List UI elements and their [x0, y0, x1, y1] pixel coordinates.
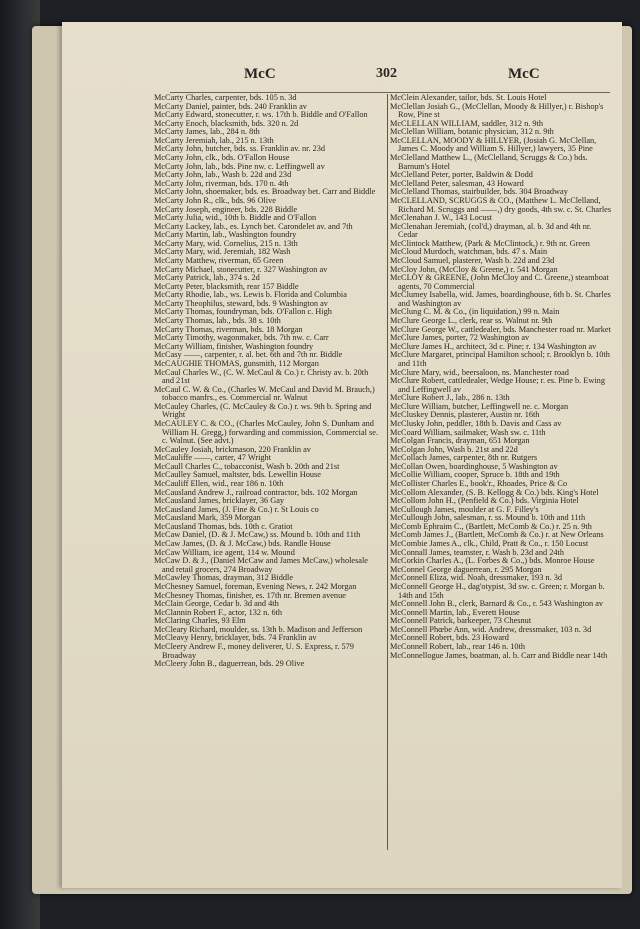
directory-entry: McCarty Timothy, wagonmaker, bds. 7th nw. c. Carr [154, 333, 329, 343]
directory-entry: McCarty John, shoemaker, bds. es. Broadway bet. Carr and Biddle [154, 187, 376, 197]
directory-entry: McConnell Patrick, barkeeper, 73 Chesnut [390, 616, 532, 626]
directory-entry: McClure Robert J., lab., 286 n. 13th [390, 393, 510, 403]
directory-entry: McCausland James, (J. Fine & Co.) r. St Louis co [154, 504, 319, 514]
directory-entry: McCluskey Dennis, plasterer, Austin nr. 16th [390, 410, 540, 420]
directory-entry: McCauley Josiah, brickmason, 220 Franklin av [154, 444, 311, 454]
directory-entry: McCarty Matthew, riverman, 65 Green [154, 255, 284, 265]
directory-entry: McComb Ephraim C., (Bartlett, McComb & Co.) r. 25 n. 9th [390, 521, 592, 531]
directory-entry: McCarty Jeremiah, lab., 215 n. 13th [154, 135, 274, 145]
directory-entry: McCausland Andrew J., railroad contractor, bds. 102 Morgan [154, 487, 358, 497]
directory-entry: McCleary Richard, moulder, ss. 13th b. Madison and Jefferson [154, 624, 363, 634]
directory-entry: McConnell George H., dag'otypist, 3d sw. c. Green; r. Morgan b. 14th and 15th [390, 581, 605, 600]
directory-entry: McClure James, porter, 72 Washington av [390, 333, 530, 343]
directory-entry: McColgan Francis, drayman, 651 Morgan [390, 436, 530, 446]
directory-entry: McChesney Samuel, foreman, Evening News, r. 242 Morgan [154, 581, 357, 591]
directory-entry: McClure George L., clerk, rear ss. Walnut nr. 9th [390, 316, 553, 326]
directory-entry: McCollie William, cooper, Spruce b. 18th and 19th [390, 470, 560, 480]
directory-entry: McCausland Mark, 359 Morgan [154, 513, 261, 523]
directory-entry: McCarty Joseph, engineer, bds. 228 Biddle [154, 204, 297, 214]
directory-entry: McConnell Phœbe Ann, wid. Andrew, dressmaker, 103 n. 3d [390, 624, 592, 634]
directory-entry: McColgan John, Wash b. 21st and 22d [390, 444, 518, 454]
directory-entry: McCarty John, riverman, bds. 170 n. 4th [154, 178, 289, 188]
directory-entry: McClellan William, botanic physician, 312 n. 9th [390, 127, 554, 137]
directory-entry: McCarty John R., clk., bds. 96 Olive [154, 195, 276, 205]
directory-entry: McClein Alexander, tailor, bds. St. Louis Hotel [390, 93, 547, 102]
directory-entry: McCarty William, finisher, Washington foundry [154, 341, 314, 351]
directory-entry: McConnel George daguerrean, r. 295 Morgan [390, 564, 542, 574]
right-column [390, 94, 612, 660]
directory-entry: McCaw William, ice agent, 114 w. Mound [154, 547, 295, 557]
directory-entry: McCarty Charles, carpenter, bds. 105 n. 3d [154, 93, 297, 102]
directory-entry: McCollom Alexander, (S. B. Kellogg & Co.) bds. King's Hotel [390, 487, 599, 497]
directory-entry: McClaring Charles, 93 Elm [154, 616, 246, 626]
directory-entry: McClure William, butcher, Leffingwell ne. c. Morgan [390, 401, 569, 411]
directory-entry: McCloy John, (McCloy & Greene,) r. 541 Morgan [390, 264, 558, 274]
directory-entry: McCaw D. & J., (Daniel McCaw and James McCaw,) wholesale and retail grocers, 274 Broadway [154, 556, 368, 574]
directory-entry: McCarty John, lab., Wash b. 22d and 23d [154, 170, 292, 180]
directory-entry: McCarty Michael, stonecutter, r. 327 Washington av [154, 264, 328, 274]
directory-entry: McClenahan J. W., 143 Locust [390, 213, 493, 223]
directory-entry: McCaw Daniel, (D. & J. McCaw,) ss. Mound b. 10th and 11th [154, 530, 361, 540]
directory-entry: McCleery Andrew F., money deliverer, U. S. Express, r. 579 Broadway [154, 642, 354, 660]
directory-entry: McCarty Rhodie, lab., ws. Lewis b. Florida and Columbia [154, 290, 347, 300]
directory-entry: McCAULEY C. & CO., (Charles McCauley, John S. Dunham and William H. Gregg,) forwarding and commission, Commercial se. c. Walnut. (See advt.) [154, 418, 379, 446]
directory-entry: McCaul Charles W., (C. W. McCaul & Co.) r. Christy av. b. 20th and 21st [154, 367, 369, 386]
directory-entry: McCaull Charles C., tobacconist, Wash b. 20th and 21st [154, 461, 340, 471]
directory-entry: McClure George W., cattledealer, bds. Manchester road nr. Market [390, 324, 611, 334]
directory-entry: McClung C. M. & Co., (in liquidation,) 99 n. Main [390, 307, 560, 317]
directory-entry: McCAUGHIE THOMAS, gunsmith, 112 Morgan [154, 358, 319, 368]
directory-entry: McCaul C. W. & Co., (Charles W. McCaul and David M. Brauch,) tobacco manfrs., es. Commercial nr. Walnut [154, 384, 375, 403]
directory-entry: McClusky John, peddler, 18th b. Davis and Cass av [390, 418, 562, 428]
directory-entry: McCarty Patrick, lab., 374 s. 2d [154, 273, 260, 283]
directory-entry: McCollister Charles E., book'r., Rhoades, Price & Co [390, 479, 568, 489]
directory-entry: McChesney Thomas, finisher, es. 17th nr. Bremen avenue [154, 590, 346, 600]
left-column [154, 94, 382, 669]
directory-entry: McCaulley Samuel, maltster, bds. Lewellin House [154, 470, 321, 480]
directory-entry: McCullough John, salesman, r. ss. Mound b. 10th and 11th [390, 513, 586, 523]
directory-entry: McCarty Julia, wid., 10th b. Biddle and O'Fallon [154, 213, 317, 223]
directory-entry: McCleery John B., daguerrean, bds. 29 Olive [154, 659, 305, 669]
directory-entry: McCloud Samuel, plasterer, Wash b. 22d and 23d [390, 255, 555, 265]
directory-entry: McComb James J., (Bartlett, McComb & Co.) r. at New Orleans [390, 530, 604, 540]
directory-entry: McCollach James, carpenter, 8th nr. Rutgers [390, 453, 538, 463]
directory-entry: McCLELLAND, SCRUGGS & CO., (Matthew L. McClelland, Richard M. Scruggs and ——,) dry goods, 4th sw. c. St. Charles [390, 195, 612, 214]
directory-entry: McCarty Mary, wid. Jeremiah, 182 Wash [154, 247, 291, 257]
directory-entry: McClure Robert, cattledealer, Wedge House; r. es. Pine b. Ewing and Leffingwell av [390, 376, 605, 394]
directory-entry: McCorkin Charles A., (L. Forbes & Co.,) bds. Monroe House [390, 556, 595, 566]
directory-entry: McClintock Matthew, (Park & McClintock,) r. 9th nr. Green [390, 238, 590, 248]
directory-entry: McClelland Matthew L., (McClelland, Scruggs & Co.) bds. Barnum's Hotel [390, 153, 588, 171]
directory-entry: McCarty Lackey, lab., es. Lynch bet. Carondelet av. and 7th [154, 221, 353, 231]
header-right-guide: McC [508, 66, 540, 82]
header-left-guide: McC [244, 66, 276, 82]
directory-entry: McClellan Josiah G., (McClellan, Moody & Hillyer,) r. Bishop's Row, Pine st [390, 101, 604, 120]
directory-entry: McCombie James A., clk., Child, Pratt & Co., r. 150 Locust [390, 539, 589, 549]
directory-entry: McCLELLAN, MOODY & HILLYER, (Josiah G. McClellan, James C. Moody and William S. Hillyer,) lawyers, 35 Pine [390, 135, 597, 154]
directory-entry: McConnell Eliza, wid. Noah, dressmaker, 193 n. 3d [390, 573, 563, 583]
directory-entry: McClannin Robert F., actor, 132 n. 6th [154, 607, 283, 617]
directory-entry: McCarty Mary, wid. Cornelius, 215 n. 13th [154, 238, 298, 248]
page-header [62, 60, 622, 84]
directory-entry: McCLELLAN WILLIAM, saddler, 312 n. 9th [390, 118, 543, 128]
directory-entry: McCleavy Henry, bricklayer, bds. 74 Franklin av [154, 633, 317, 643]
directory-entry: McConnall James, teamster, r. Wash b. 23d and 24th [390, 547, 564, 557]
directory-entry: McCaw James, (D. & J. McCaw,) bds. Randle House [154, 539, 331, 549]
directory-entry: McClelland Thomas, stairbuilder, bds. 304 Broadway [390, 187, 568, 197]
directory-entry: McCoard William, sailmaker, Wash sw. c. 11th [390, 427, 546, 437]
directory-entry: McCarty John, clk., bds. O'Fallon House [154, 153, 290, 163]
directory-entry: McCarty John, lab., bds. Pine nw. c. Leffingwell av [154, 161, 325, 171]
directory-entry: McCausland James, bricklayer, 36 Gay [154, 496, 285, 506]
directory-entry: McConnell Robert, bds. 23 Howard [390, 633, 509, 643]
directory-entry: McCullough James, moulder at G. F. Filley's [390, 504, 539, 514]
directory-entry: McCarty Martin, lab., Washington foundry [154, 230, 297, 240]
directory-entry: McClure Mary, wid., beersaloon, ns. Manchester road [390, 367, 569, 377]
directory-entry: McClelland Peter, salesman, 43 Howard [390, 178, 524, 188]
directory-entry: McCarty Daniel, painter, bds. 240 Franklin av [154, 101, 307, 111]
directory-entry: McCarty Peter, blacksmith, rear 157 Biddle [154, 281, 299, 291]
directory-entry: McClumey Isabella, wid. James, boardinghouse, 6th b. St. Charles and Washington av [390, 290, 611, 308]
directory-entry: McCauley Charles, (C. McCauley & Co.) r. ws. 9th b. Spring and Wright [154, 401, 372, 420]
directory-entry: McCarty Edward, stonecutter, r. ws. 17th b. Biddle and O'Fallon [154, 110, 368, 120]
directory-entry: McCawley Thomas, drayman, 312 Biddle [154, 573, 294, 583]
directory-entry: McClure Margaret, principal Hamilton school; r. Brooklyn b. 10th and 11th [390, 350, 610, 368]
directory-entry: McCasy ——, carpenter, r. al. bet. 6th and 7th nr. Biddle [154, 350, 343, 360]
directory-entry: McCauliff Ellen, wid., rear 186 n. 10th [154, 479, 284, 489]
directory-entry: McClain George, Cedar b. 3d and 4th [154, 599, 279, 609]
directory-entry: McCarty Theophilus, steward, bds. 9 Washington av [154, 298, 328, 308]
directory-entry: McCollan Owen, boardinghouse, 5 Washington av [390, 461, 558, 471]
directory-entry: McConnell Martin, lab., Everett House [390, 607, 520, 617]
directory-entry: McCarty John, butcher, bds. ss. Franklin av. nr. 23d [154, 144, 326, 154]
directory-entry: McClure James H., architect, 3d c. Pine; r. 134 Washington av [390, 341, 597, 351]
directory-entry: McCloud Murdoch, watchman, bds. 47 s. Main [390, 247, 548, 257]
directory-entry: McCarty Enoch, blacksmith, bds. 320 n. 2d [154, 118, 299, 128]
directory-entry: McCarty Thomas, riverman, bds. 18 Morgan [154, 324, 303, 334]
directory-entry: McConnell Robert, lab., rear 146 n. 10th [390, 642, 526, 651]
column-divider [387, 94, 388, 850]
directory-entry: McCausland Thomas, bds. 10th c. Gratiot [154, 521, 293, 531]
directory-entry: McCarty Thomas, foundryman, bds. O'Fallon c. High [154, 307, 332, 317]
page-number: 302 [376, 66, 397, 81]
directory-page [62, 22, 622, 888]
directory-entry: McCarty Thomas, lab., bds. 38 s. 10th [154, 316, 281, 326]
directory-entry: McConnellogue James, boatman, al. b. Carr and Biddle near 14th [390, 650, 608, 660]
directory-entry: McCollom John H., (Penfield & Co.) bds. Virginia Hotel [390, 496, 579, 506]
directory-entry: McConnell John B., clerk, Barnard & Co., r. 543 Washington av [390, 599, 604, 609]
directory-entry: McClelland Peter, porter, Baldwin & Dodd [390, 170, 533, 180]
directory-entry: McCarty James, lab., 284 n. 8th [154, 127, 260, 137]
directory-entry: McCLOY & GREENE, (John McCloy and C. Greene,) steamboat agents, 70 Commercial [390, 273, 609, 291]
directory-entry: McClenahan Jeremiah, (col'd,) drayman, al. b. 3d and 4th nr. Cedar [390, 221, 592, 240]
directory-entry: McCauliffe ——, carter, 47 Wright [154, 453, 271, 463]
